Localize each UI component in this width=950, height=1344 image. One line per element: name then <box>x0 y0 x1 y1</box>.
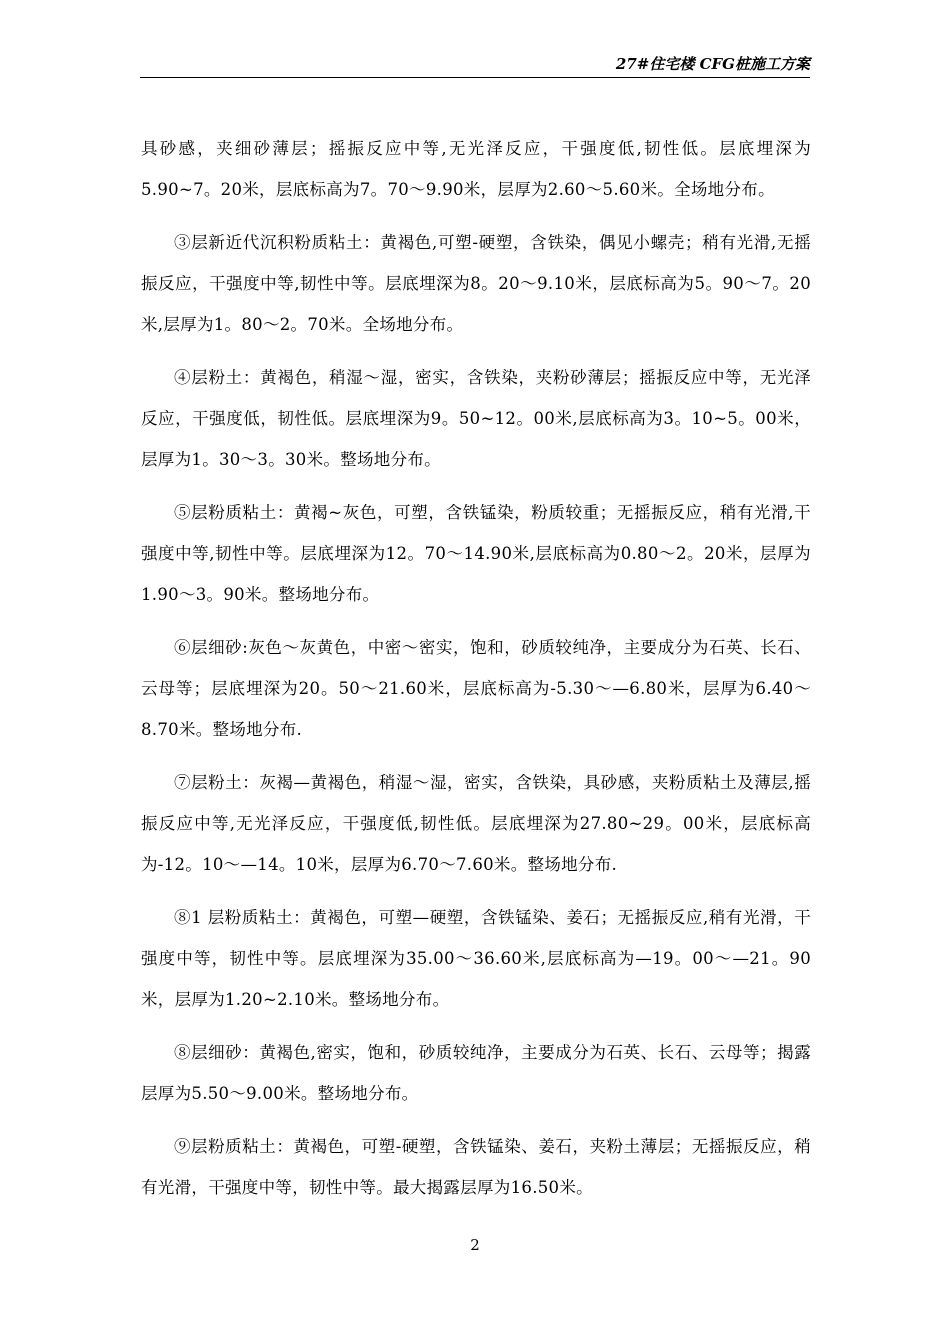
paragraph-layer-5: ⑤层粉质粘土：黄褐~灰色，可塑，含铁锰染，粉质较重；无摇振反应，稍有光滑,干强度中等,韧性中等。层底埋深为12。70～14.90米,层底标高为0.80～2。20米，层厚为1.90～3。90米。整场地分布。 <box>141 503 811 604</box>
paragraph-continuation: 具砂感，夹细砂薄层；摇振反应中等,无光泽反应，干强度低,韧性低。层底埋深为5.90~7。20米，层底标高为7。70～9.90米，层厚为2.60～5.60米。全场地分布。 <box>141 139 811 199</box>
paragraph-layer-4: ④层粉土：黄褐色，稍湿～湿，密实，含铁染，夹粉砂薄层；摇振反应中等，无光泽反应，干强度低，韧性低。层底埋深为9。50~12。00米,层底标高为3。10~5。00米，层厚为1。30～3。30米。整场地分布。 <box>141 368 811 469</box>
running-header: 27#住宅楼 CFG桩施工方案 <box>615 55 810 73</box>
paragraph-layer-8: ⑧层细砂：黄褐色,密实，饱和，砂质较纯净，主要成分为石英、长石、云母等；揭露层厚为5.50～9.00米。整场地分布。 <box>141 1043 811 1103</box>
paragraph-layer-8-1: ⑧1 层粉质粘土：黄褐色，可塑—硬塑，含铁锰染、姜石；无摇振反应,稍有光滑，干强度中等，韧性中等。层底埋深为35.00～36.60米,层底标高为—19。00～—21。90米，层厚为1.20~2.10米。整场地分布。 <box>141 908 811 1009</box>
paragraph-layer-6: ⑥层细砂:灰色～灰黄色，中密～密实，饱和，砂质较纯净，主要成分为石英、长石、云母等；层底埋深为20。50～21.60米，层底标高为-5.30～—6.80米，层厚为6.40～8.70米。整场地分布. <box>141 638 811 739</box>
header-rule <box>140 77 810 78</box>
paragraph-layer-3: ③层新近代沉积粉质粘土：黄褐色,可塑-硬塑，含铁染，偶见小螺壳；稍有光滑,无摇振反应，干强度中等,韧性中等。层底埋深为8。20～9.10米，层底标高为5。90～7。20米,层厚为1。80～2。70米。全场地分布。 <box>141 233 811 334</box>
paragraph-layer-9: ⑨层粉质粘土：黄褐色，可塑-硬塑，含铁锰染、姜石，夹粉土薄层；无摇振反应，稍有光滑，干强度中等，韧性中等。最大揭露层厚为16.50米。 <box>141 1137 811 1197</box>
page-number: 2 <box>470 1236 480 1254</box>
body-text <box>141 128 811 1220</box>
paragraph-layer-7: ⑦层粉土：灰褐—黄褐色，稍湿～湿，密实，含铁染，具砂感，夹粉质粘土及薄层,摇振反应中等,无光泽反应，干强度低,韧性低。层底埋深为27.80~29。00米，层底标高为-12。10～—14。10米，层厚为6.70～7.60米。整场地分布. <box>141 773 811 874</box>
